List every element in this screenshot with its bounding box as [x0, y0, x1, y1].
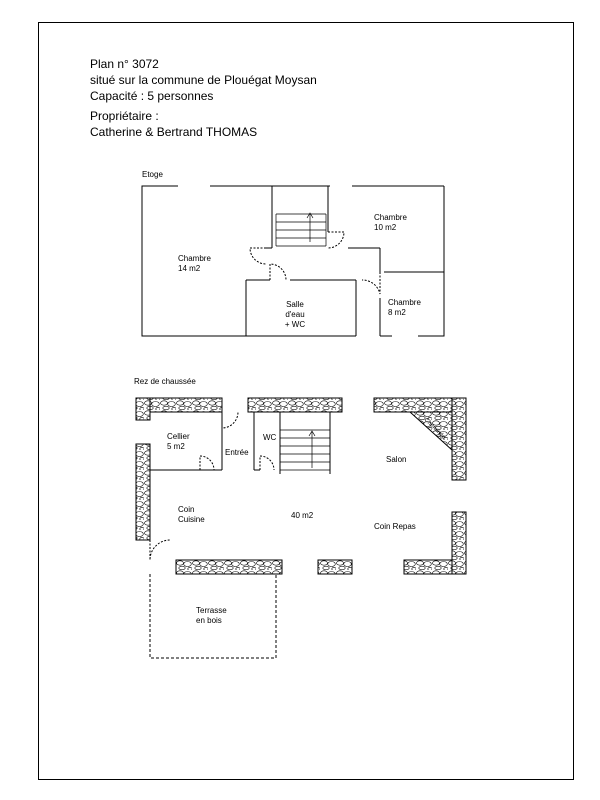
owner-label: Propriétaire : [90, 109, 159, 123]
room-chambre-8-name: Chambre [388, 298, 421, 307]
rdc-stone-wall-bottom-mid [318, 560, 352, 574]
room-entree: Entrée [225, 448, 249, 457]
room-salon: Salon [386, 455, 407, 464]
room-chambre-14 [178, 254, 211, 274]
owner-name: Catherine & Bertrand THOMAS [90, 125, 258, 139]
room-cellier [167, 432, 190, 452]
room-chambre-8-area: 8 m2 [388, 308, 406, 317]
etage-wall-right [418, 186, 444, 336]
room-salle-eau-line3: + WC [284, 320, 306, 329]
rdc-stone-wall-left [136, 444, 150, 540]
rdc-door-cellier [200, 456, 214, 470]
room-coin-cuisine-line1: Coin [178, 505, 195, 514]
etage-door-salle [270, 264, 286, 280]
rdc-stone-wall-right-lower [452, 512, 466, 574]
room-chambre-8 [388, 298, 421, 318]
room-cellier-area: 5 m2 [167, 442, 185, 451]
plan-capacity: Capacité : 5 personnes [90, 89, 214, 103]
room-chambre-10-area: 10 m2 [374, 223, 397, 232]
room-chambre-14-name: Chambre [178, 254, 211, 263]
rdc-door-wc [260, 456, 274, 470]
rdc-stone-wall-left-upper [136, 398, 150, 420]
rdc-stone-wall-right [452, 398, 466, 480]
room-chambre-10-name: Chambre [374, 213, 407, 222]
rdc-staircase [280, 430, 330, 470]
rdc-section-label: Rez de chaussée [134, 377, 196, 386]
room-chambre-10 [374, 213, 407, 233]
room-coin-repas: Coin Repas [374, 522, 416, 531]
rdc-door-entree [222, 412, 238, 428]
room-salle-eau-line2: d'eau [285, 310, 305, 319]
room-salle-eau [280, 300, 310, 330]
plan-location: situé sur la commune de Plouégat Moysan [90, 73, 317, 87]
plan-number: Plan n° 3072 [90, 57, 159, 71]
room-coin-cuisine [178, 505, 205, 525]
etage-staircase [276, 213, 326, 246]
fireplace-label: Cheminée [422, 417, 447, 441]
room-terrasse-line1: Terrasse [196, 606, 227, 615]
rdc-door-terrace [150, 540, 170, 560]
room-salle-eau-line1: Salle [286, 300, 304, 309]
etage-section-label: Etoge [142, 170, 163, 179]
room-terrasse [196, 606, 227, 626]
etage-door-chambre10 [328, 232, 344, 248]
room-coin-cuisine-line2: Cuisine [178, 515, 205, 524]
etage-door-chambre8 [362, 272, 380, 294]
etage-door-chambre14 [250, 248, 266, 264]
room-cellier-name: Cellier [167, 432, 190, 441]
rdc-stone-wall-top-mid [248, 398, 342, 412]
room-terrasse-line2: en bois [196, 616, 222, 625]
rdc-stone-wall-bottom-left [176, 560, 282, 574]
room-chambre-14-area: 14 m2 [178, 264, 201, 273]
room-wc: WC [263, 433, 277, 442]
room-main-area: 40 m2 [291, 511, 314, 520]
